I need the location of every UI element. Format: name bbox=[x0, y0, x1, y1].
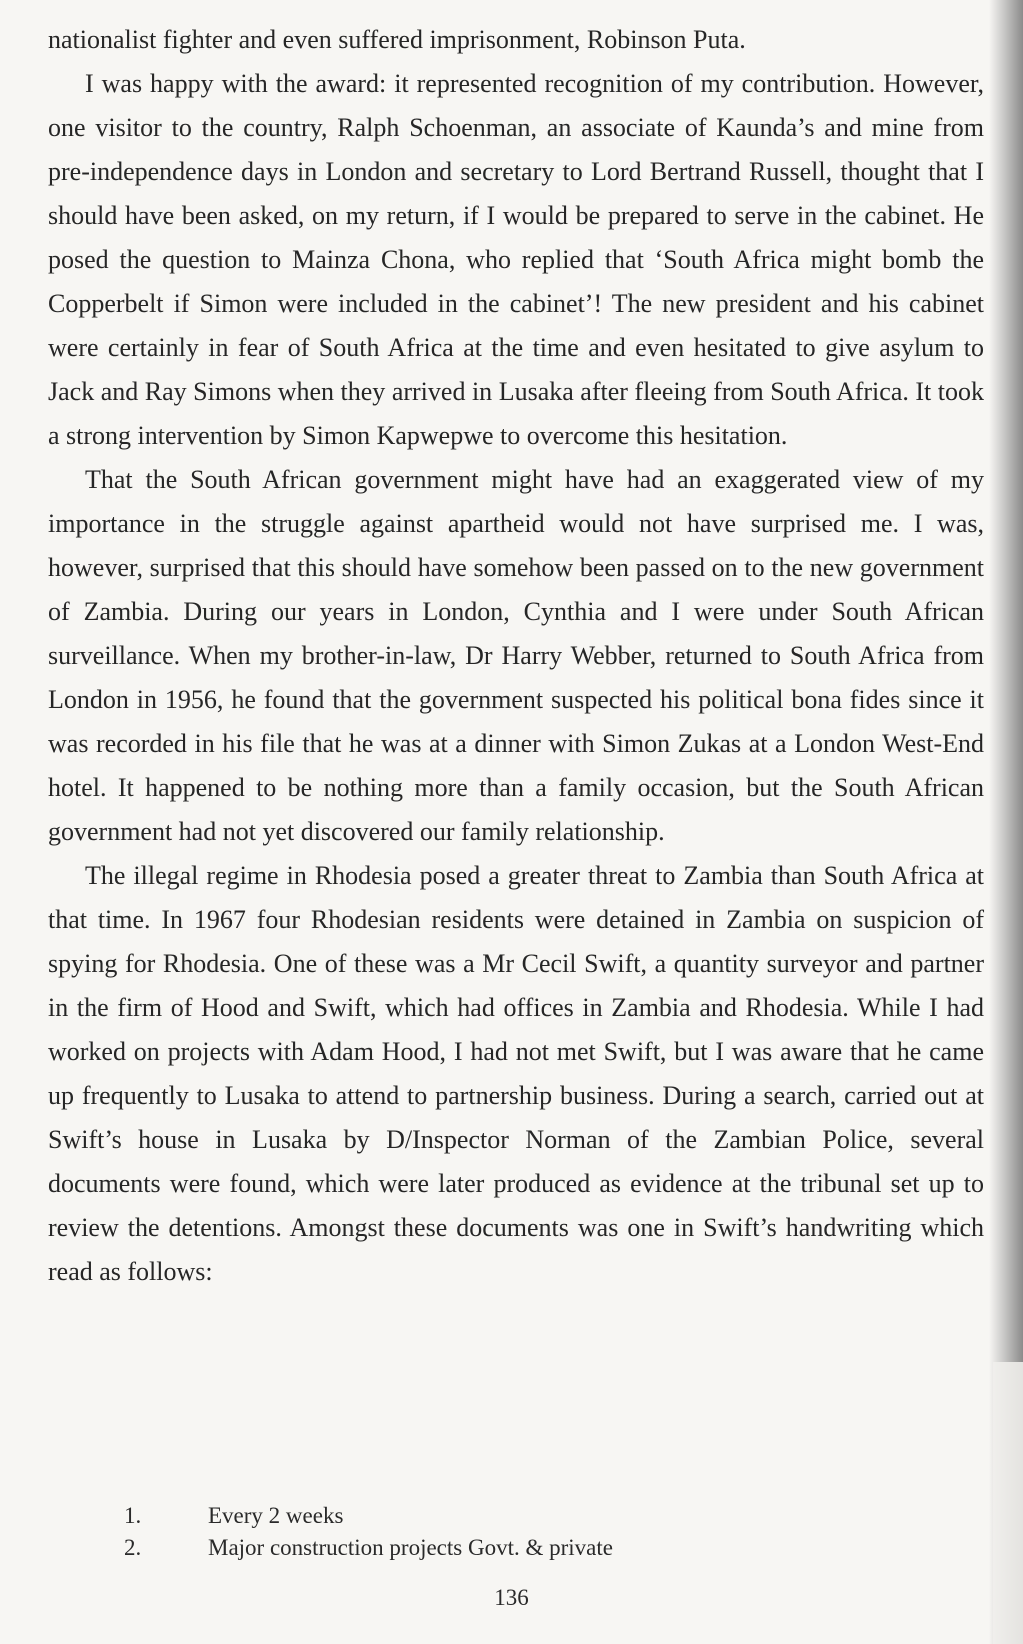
body-text bbox=[48, 18, 984, 1294]
list-item-text: Every 2 weeks bbox=[208, 1503, 344, 1528]
paragraph-continued: nationalist fighter and even suffered imprisonment, Robinson Puta. bbox=[48, 25, 746, 54]
paragraph-award: I was happy with the award: it represented recognition of my contribution. However, one visitor to the country, Ralph Schoenman, an associate of Kaunda’s and mine from pre-independence days in London and secretary to Lord Bertrand Russell, thought that I should have been asked, on my return, if I would be prepared to serve in the cabinet. He posed the question to Mainza Chona, who replied that ‘South Africa might bomb the Copperbelt if Simon were included in the cabinet’! The new president and his cabinet were certainly in fear of South Africa at the time and even hesitated to give asylum to Jack and Ray Simons when they arrived in Lusaka after fleeing from South Africa. It took a strong intervention by Simon Kapwepwe to overcome this hesitation. bbox=[48, 69, 984, 450]
numbered-list bbox=[124, 1500, 884, 1564]
list-item bbox=[124, 1532, 884, 1564]
page-number: 136 bbox=[494, 1585, 529, 1610]
list-item bbox=[124, 1500, 884, 1532]
paragraph-surveillance: That the South African government might have had an exaggerated view of my importance in the struggle against apartheid would not have surprised me. I was, however, surprised that this should have somehow been passed on to the new government of Zambia. During our years in London, Cynthia and I were under South African surveillance. When my brother-in-law, Dr Harry Webber, returned to South Africa from London in 1956, he found that the government suspected his political bona fides since it was recorded in his file that he was at a dinner with Simon Zukas at a London West-End hotel. It happened to be nothing more than a family occasion, but the South African government had not yet discovered our family relationship. bbox=[48, 465, 984, 846]
list-item-number: 2. bbox=[124, 1535, 142, 1560]
list-item-number: 1. bbox=[124, 1503, 142, 1528]
paragraph-rhodesia: The illegal regime in Rhodesia posed a greater threat to Zambia than South Africa at that time. In 1967 four Rhodesian residents were detained in Zambia on suspicion of spying for Rhodesia. One of these was a Mr Cecil Swift, a quantity surveyor and partner in the firm of Hood and Swift, which had offices in Zambia and Rhodesia. While I had worked on projects with Adam Hood, I had not met Swift, but I was aware that he came up frequently to Lusaka to attend to partnership business. During a search, carried out at Swift’s house in Lusaka by D/Inspector Norman of the Zambian Police, several documents were found, which were later produced as evidence at the tribunal set up to review the detentions. Amongst these documents was one in Swift’s handwriting which read as follows: bbox=[48, 861, 984, 1286]
list-item-text: Major construction projects Govt. & private bbox=[208, 1535, 613, 1560]
